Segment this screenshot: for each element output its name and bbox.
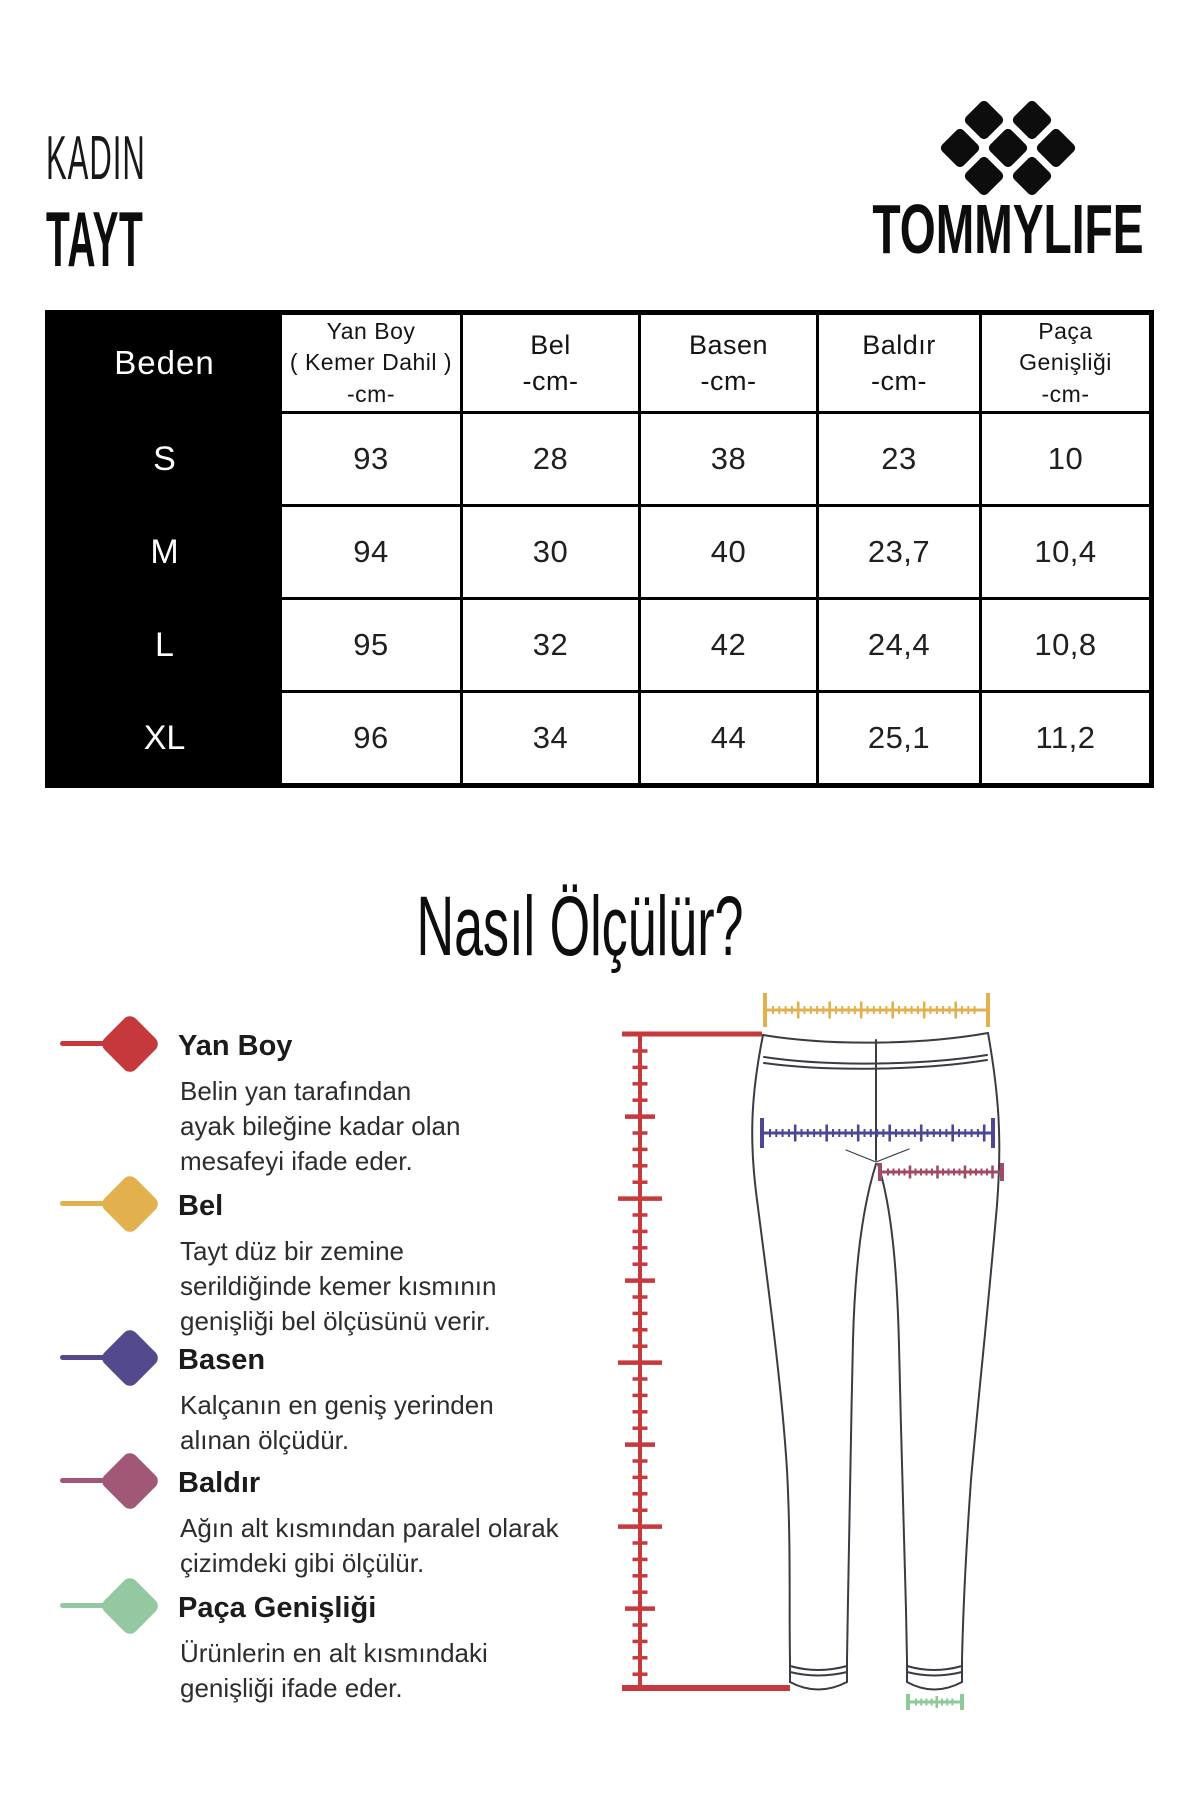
logo-diamond-icon [1035,127,1077,169]
brand-name: TOMMYLIFE [872,190,1144,268]
legend-diamond-icon [99,1173,161,1235]
table-header-cell [638,315,816,411]
legend-item-name: Bel [178,1190,224,1222]
legend-item-name: Paça Genişliği [178,1592,377,1624]
category-label: KADIN [46,124,146,193]
paca-ruler [908,1694,962,1710]
legend-item-desc [180,1511,559,1581]
legend-desc-line: Ürünlerin en alt kısmındaki [180,1638,488,1668]
legend-item-name: Yan Boy [178,1030,293,1062]
yan-boy-ruler [618,1033,790,1688]
table-value-cell: 10 [979,411,1149,504]
column-header-line: -cm- [871,366,927,396]
column-header-line: Basen [688,329,769,360]
legend-diamond-icon [99,1575,161,1637]
legend-diamond-icon [99,1013,161,1075]
legend-desc-line: mesafeyi ifade eder. [180,1146,413,1176]
legend-desc-line: serildiğinde kemer kısmının [180,1271,497,1301]
column-header-line: Paça [1038,318,1093,345]
table-value-cell: 32 [460,597,638,690]
table-value-cell: 10,8 [979,597,1149,690]
table-value-cell: 96 [279,690,460,783]
column-header-line: ( Kemer Dahil ) [289,349,453,376]
legend-item-name: Basen [178,1344,266,1376]
leggings-diagram [600,980,1080,1720]
legend-desc-line: Tayt düz bir zemine [180,1236,404,1266]
legend-desc-line: Kalçanın en geniş yerinden [180,1390,494,1420]
bel-ruler [765,993,988,1027]
column-header-line: -cm- [347,380,395,407]
column-header-line: -cm- [1041,380,1090,407]
legend-desc-line: Belin yan tarafından [180,1076,412,1106]
column-header-line: -cm- [522,366,579,396]
legend-item-desc [180,1636,488,1706]
table-value-cell: 95 [279,597,460,690]
table-value-cell: 38 [638,411,816,504]
table-value-cell: 42 [638,597,816,690]
legend-item-desc [180,1388,494,1458]
table-value-cell: 34 [460,690,638,783]
table-size-cell: XL [50,690,279,783]
table-value-cell: 25,1 [816,690,979,783]
legend-diamond-icon [99,1450,161,1512]
legend-item-desc [180,1234,496,1339]
table-value-cell: 24,4 [816,597,979,690]
column-header-line: Yan Boy [326,318,416,345]
table-size-cell: S [50,411,279,504]
column-header-line: Baldır [862,329,936,360]
table-value-cell: 40 [638,504,816,597]
table-header-cell [816,315,979,411]
legend-diamond-icon [99,1327,161,1389]
baldir-ruler [880,1163,1002,1181]
table-value-cell: 10,4 [979,504,1149,597]
legend-item-name: Baldır [178,1467,261,1499]
table-value-cell: 94 [279,504,460,597]
table-size-cell: L [50,597,279,690]
product-label: TAYT [46,195,144,283]
legend-desc-line: ayak bileğine kadar olan [180,1111,461,1141]
table-value-cell: 23 [816,411,979,504]
how-to-title: Nasıl Ölçülür? [416,879,744,973]
legend-desc-line: genişliği ifade eder. [180,1673,403,1703]
legend-item-desc [180,1074,460,1179]
table-value-cell: 23,7 [816,504,979,597]
table-size-cell: M [50,504,279,597]
column-header-line: Genişliği [1019,349,1112,376]
basen-ruler [762,1118,993,1148]
legend-desc-line: çizimdeki gibi ölçülür. [180,1548,425,1578]
legend-desc-line: Ağın alt kısmından paralel olarak [180,1513,559,1543]
table-value-cell: 44 [638,690,816,783]
column-header-line: Bel [530,329,571,360]
table-corner-cell: Beden [50,315,279,411]
column-header-line: -cm- [700,366,757,396]
table-header-cell [979,315,1149,411]
legend-desc-line: genişliği bel ölçüsünü verir. [180,1306,491,1336]
table-value-cell: 11,2 [979,690,1149,783]
table-value-cell: 28 [460,411,638,504]
table-value-cell: 30 [460,504,638,597]
legend-desc-line: alınan ölçüdür. [180,1425,350,1455]
table-value-cell: 93 [279,411,460,504]
